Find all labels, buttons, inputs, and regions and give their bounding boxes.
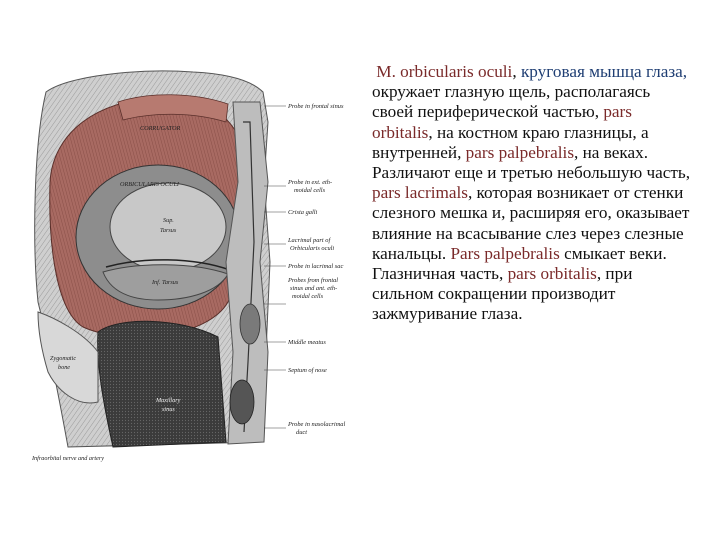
nasolacrimal-duct [230,380,254,424]
label-maxillary-2: sinus [162,406,175,413]
term-pars-orbitalis: pars orbitalis [372,102,632,142]
text-sep: , [512,62,521,81]
label-zygomatic-2: bone [58,364,71,371]
label-probe-ext2: moidal cells [294,187,326,194]
lacrimal-sac [240,304,260,344]
label-orbicularis: ORBICULARIS OCULI [120,181,179,188]
description-text [372,62,692,325]
text-part-12: , при сильном сокращении производит зажмуривание глаза. [372,264,633,324]
term-pars-orbitalis-2: pars orbitalis [507,264,597,284]
anatomy-figure [28,62,363,472]
term-orbicularis-oculi: M. orbicularis oculi [376,62,513,81]
label-infraorbital: Infraorbital nerve and artery [32,455,105,462]
label-septum: Septum of nose [288,367,327,374]
label-crista-galli: Crista galli [288,209,318,216]
description-paragraph [372,62,692,325]
term-pars-lacrimals: pars lacrimals [372,183,468,203]
label-corrugator: CORRUGATOR [140,125,181,132]
label-lacrimal-2: Orbicularis oculi [290,245,335,252]
label-probe-ext: Probe in ext. eth- [288,179,333,186]
label-probe-naso-2: duct [296,429,308,436]
orbit-illustration [28,62,363,472]
label-probe-fr-3: moidal cells [292,293,324,300]
label-probe-lac: Probe in lacrimal sac [288,263,344,270]
term-pars-palpebralis: pars palpebralis [465,142,575,162]
label-sup-2: Tarsus [160,227,177,234]
label-probe-naso-1: Probe in nasolacrimal [288,421,346,428]
text-part-6: , на веках. Различают еще и третью небольшую часть, [372,142,691,183]
term-ru-name: круговая мышца глаза, [520,62,688,81]
maxillary-sinus [98,321,226,447]
text-part-8: , которая возникает от стенки слезного мешка и, расширяя его, оказывает влияние на всасывание слез через слезные канальцы. [372,183,690,263]
label-middle-meatus: Middle meatus [288,339,326,346]
text-part-4: , на костном краю глазницы, а внутренней, [372,122,649,162]
label-lacrimal-1: Lacrimal part of [288,237,331,244]
label-sup-1: Sup. [163,217,174,224]
term-pars-palpebralis-2: Pars palpebralis [450,243,560,263]
text-part-2: окружает глазную щель, располагаясь своей периферической частью, [372,82,651,122]
label-probe-frontal: Probe in frontal sinus [288,103,344,110]
label-probe-fr-2: sinus and ant. eth- [290,285,338,292]
label-probe-fr-1: Probes from frontal [288,277,339,284]
label-zygomatic-1: Zygomatic [50,355,77,362]
label-inf-tarsus: Inf. Tarsus [152,279,179,286]
label-maxillary-1: Maxillary [156,397,181,404]
text-part-10: смыкает веки. Глазничная часть, [372,243,667,284]
